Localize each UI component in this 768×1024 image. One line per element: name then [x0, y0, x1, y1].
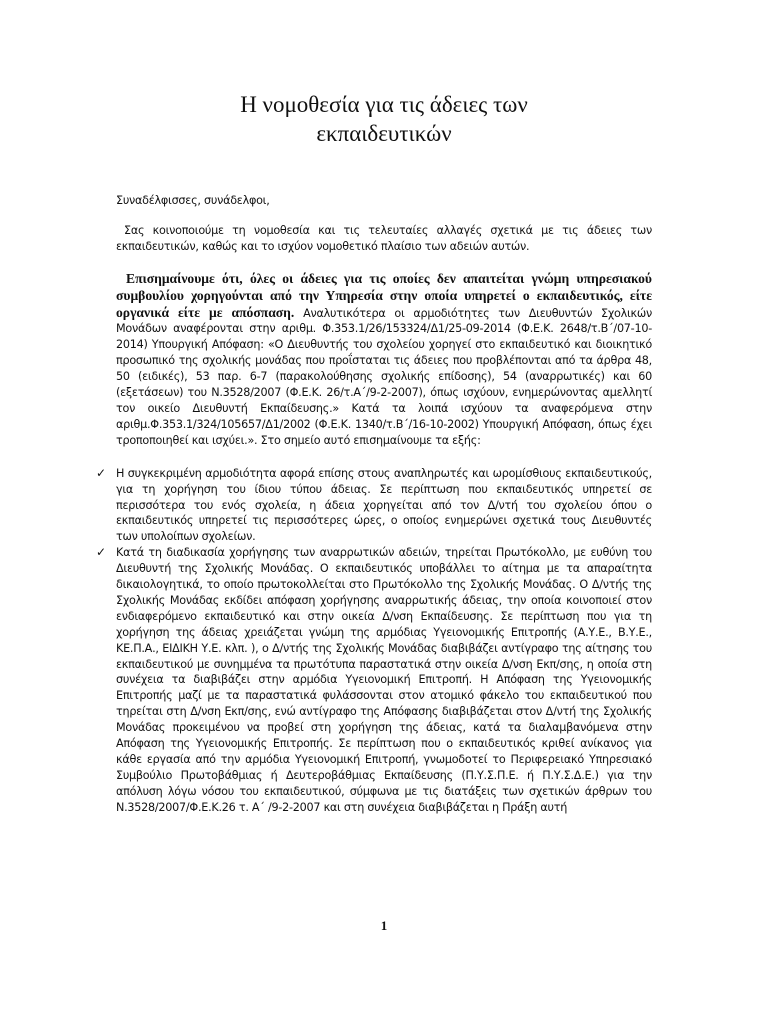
- list-item: [86, 466, 652, 546]
- document-title: [116, 90, 652, 148]
- title-line-2: εκπαιδευτικών: [316, 121, 452, 146]
- intro-paragraph: Σας κοινοποιούμε τη νομοθεσία και τις τελευταίες αλλαγές σχετικά με τις άδειες των εκπαιδευτικών, καθώς και το ισχύον νομοθετικό πλαίσιο των αδειών αυτών.: [116, 223, 652, 253]
- document-page: [96, 90, 653, 950]
- checkmark-icon: ✓: [96, 465, 106, 480]
- list-item-text: Κατά τη διαδικασία χορήγησης των αναρρωτικών αδειών, τηρείται Πρωτόκολλο, με ευθύνη του Διευθυντή της Σχολικής Μονάδας. Ο εκπαιδευτικός υποβάλλει το αίτημα με τα απαραίτητα δικαιολογητικά, το οποίο πρωτοκολλείται στο Πρωτόκολλο της Σχολικής Μονάδας. Ο Δ/ντής της Σχολικής Μονάδας εκδίδει απόφαση χορήγησης αναρρωτικής άδειας, την οποία κοινοποιεί στον ενδιαφερόμενο εκπαιδευτικό και στην οικεία Δ/νση Εκπαίδευσης. Σε περίπτωση που για τη χορήγηση της άδειας χρειάζεται γνώμη της αρμόδιας Υγειονομικής Επιτροπής (Α.Υ.Ε., Β.Υ.Ε., ΚΕ.Π.Α., ΕΙΔΙΚΗ Υ.Ε. κλπ. ), ο Δ/ντής της Σχολικής Μονάδας διαβιβάζει αντίγραφο της αίτησης του εκπαιδευτικού με συνημμένα τα πρωτότυπα παραστατικά στην οικεία Δ/νση Εκπ/σης, η οποία στη συνέχεια τα διαβιβάζει στην αρμόδια Υγειονομική Επιτροπή. Η Απόφαση της Υγειονομικής Επιτροπής μαζί με τα παραστατικά φυλάσσονται στον ατομικό φάκελο του εκπαιδευτικού που τηρείται στη Δ/νση Εκπ/σης, ενώ αντίγραφο της Απόφασης διαβιβάζεται στον Δ/ντή της Σχολικής Μονάδας προκειμένου να προβεί στη χορήγηση της άδειας, κατά τα διαλαμβανόμενα στην Απόφαση της Υγειονομικής Επιτροπής. Σε περίπτωση που ο εκπαιδευτικός κριθεί ανίκανος για κάθε εργασία από την αρμόδια Υγειονομική Επιτροπή, γνωμοδοτεί το Περιφερειακό Υπηρεσιακό Συμβούλιο Πρωτοβάθμιας ή Δευτεροβάθμιας Εκπαίδευσης (Π.Υ.Σ.Π.Ε. ή Π.Υ.Σ.Δ.Ε.) για την απόλυση λόγω νόσου του εκπαιδευτικού, σύμφωνα με τις διατάξεις των σχετικών άρθρων του Ν.3528/2007/Φ.Ε.Κ.26 τ. Α΄ /9-2-2007 και στη συνέχεια διαβιβάζεται η Πράξη αυτή: [116, 546, 652, 814]
- title-line-1: Η νομοθεσία για τις άδειες των: [240, 92, 528, 117]
- greeting: Συναδέλφισσες, συνάδελφοι,: [116, 194, 270, 207]
- check-list: [86, 466, 652, 816]
- list-item: [86, 545, 652, 815]
- emphasis-paragraph: [116, 271, 652, 449]
- list-item-text: Η συγκεκριμένη αρμοδιότητα αφορά επίσης στους αναπληρωτές και ωρομίσθιους εκπαιδευτικούς, για τη χορήγηση του ίδιου τύπου άδειας. Σε περίπτωση που εκπαιδευτικός υπηρετεί σε περισσότερα του ενός σχολεία, η άδεια χορηγείται από τον Δ/ντή του σχολείου όπου ο εκπαιδευτικός υπηρετεί τις περισσότερες ώρες, ο οποίος ενημερώνει σχετικά τους Διευθυντές των υπολοίπων σχολείων.: [116, 466, 652, 544]
- page-number: 1: [380, 918, 388, 933]
- emphasis-rest-text: Αναλυτικότερα οι αρμοδιότητες των Διευθυντών Σχολικών Μονάδων αναφέρονται στην αριθμ. Φ.353.1/26/153324/Δ1/25-09-2014 (Φ.Ε.Κ. 2648/τ.Β΄/07-10-2014) Υπουργική Απόφαση: «Ο Διευθυντής του σχολείου χορηγεί στο εκπαιδευτικό και διοικητικό προσωπικό της σχολικής μονάδας που προΐσταται τις άδειες που προβλέπονται από τα άρθρα 48, 50 (ειδικές), 53 παρ. 6-7 (παρακολούθησης σχολικής επίδοσης), 54 (αναρρωτικές) και 60 (εξετάσεων) του Ν.3528/2007 (Φ.Ε.Κ. 26/τ.Α΄/9-2-2007), όπως ισχύουν, ενημερώνοντας αμελλητί τον οικείο Διευθυντή Εκπαίδευσης.» Κατά τα λοιπά ισχύουν τα αναφερόμενα στην αριθμ.Φ.353.1/324/105657/Δ1/2002 (Φ.Ε.Κ. 1340/τ.Β΄/16-10-2002) Υπουργική Απόφαση, όπως έχει τροποποιηθεί και ισχύει.». Στο σημείο αυτό επισημαίνουμε τα εξής:: [116, 306, 653, 447]
- checkmark-icon: ✓: [96, 545, 106, 560]
- emphasis-bold-text: Επισημαίνουμε ότι, όλες οι άδειες για τις οποίες δεν απαιτείται γνώμη υπηρεσιακού συμβουλίου χορηγούνται από την Υπηρεσία στην οποία υπηρετεί ο εκπαιδευτικός, είτε οργανικά είτε με απόσπαση.: [116, 270, 652, 320]
